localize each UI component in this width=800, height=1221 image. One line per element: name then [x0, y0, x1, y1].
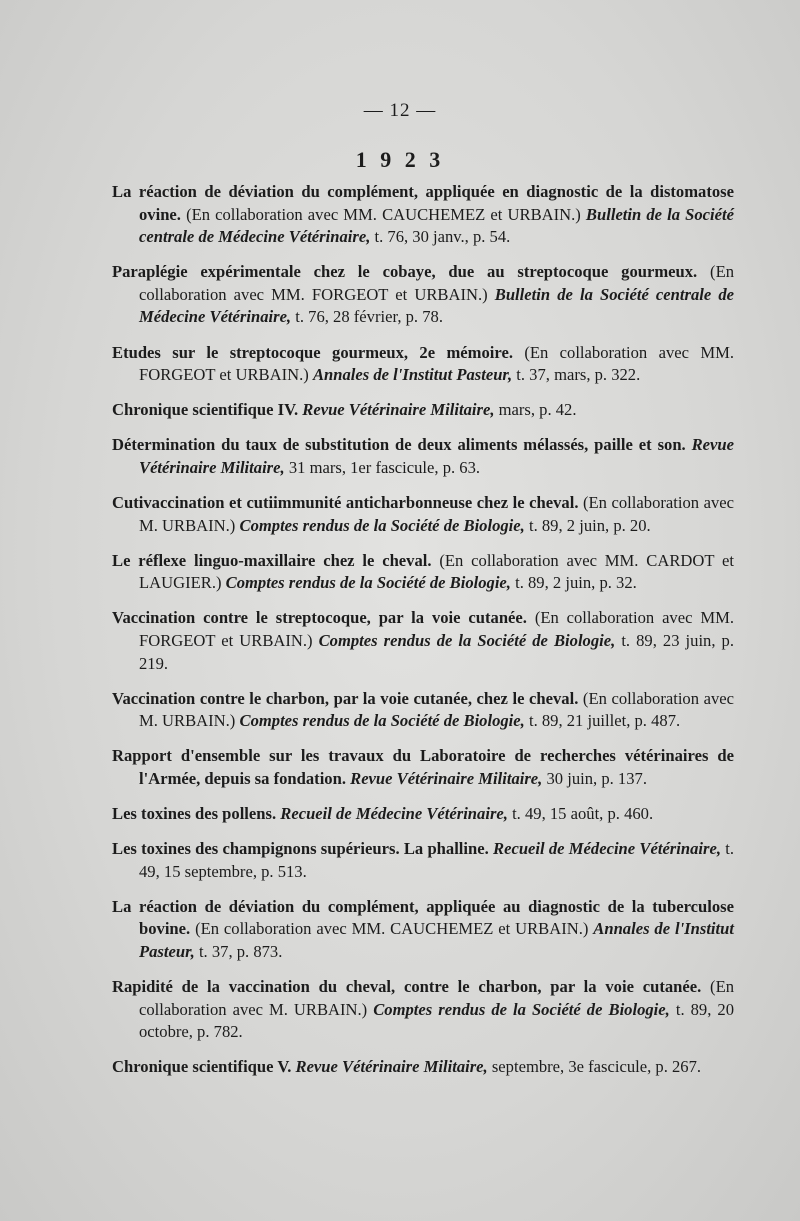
entry-title: Chronique scientifique V. — [112, 1057, 296, 1077]
entry-collaboration: (En collaboration avec MM. CAUCHEMEZ et URBAIN.) — [190, 919, 594, 939]
entry-details: t. 49, 15 août, p. 460. — [507, 804, 654, 824]
bibliography-entry — [112, 492, 734, 537]
entry-collaboration: (En collaboration avec MM. CARDOT et LAUGIER.) — [139, 550, 735, 593]
entry-source: Comptes rendus de la Société de Biologie, — [225, 573, 511, 593]
bibliography-entry — [112, 181, 734, 249]
entry-title: Les toxines des pollens. — [112, 804, 281, 824]
entry-source: Revue Vétérinaire Militaire, — [302, 400, 495, 420]
entry-collaboration: (En collaboration avec MM. FORGEOT et URBAIN.) — [139, 262, 734, 304]
entry-collaboration: (En collaboration avec MM. FORGEOT et URBAIN.) — [139, 342, 734, 385]
entry-details: septembre, 3e fascicule, p. 267. — [487, 1057, 702, 1077]
page-number: — 12 — — [363, 100, 437, 121]
bibliography-entry — [112, 1056, 734, 1079]
entry-title: Chronique scientifique IV. — [112, 400, 303, 420]
bibliography-entry — [112, 745, 734, 790]
bibliography-entry — [112, 688, 734, 733]
entry-collaboration: (En collaboration avec MM. CAUCHEMEZ et URBAIN.) — [180, 204, 586, 224]
bibliography-entry — [112, 976, 734, 1044]
entry-details: t. 89, 23 juin, p. 219. — [139, 631, 734, 673]
entry-source: Annales de l'Institut Pasteur, — [139, 919, 734, 962]
entry-title: Paraplégie expérimentale chez le cobaye, due au streptocoque gourmeux. — [112, 262, 698, 282]
entry-collaboration: (En collaboration avec M. URBAIN.) — [139, 493, 735, 535]
entry-title: Vaccination contre le streptocoque, par la voie cutanée. — [112, 608, 527, 628]
entry-source: Comptes rendus de la Société de Biologie, — [318, 631, 616, 650]
bibliography-entry — [112, 434, 734, 479]
bibliography-entry — [112, 838, 734, 883]
entry-collaboration: (En collaboration avec M. URBAIN.) — [139, 688, 735, 731]
bibliography-entry — [112, 550, 734, 595]
entry-details: t. 37, p. 873. — [194, 942, 283, 962]
entry-source: Bulletin de la Société centrale de Médecine Vétérinaire, — [139, 204, 734, 247]
entry-details: 30 juin, p. 137. — [542, 768, 647, 788]
bibliography-entry — [112, 261, 734, 329]
entry-details: t. 37, mars, p. 322. — [512, 365, 641, 385]
bibliography-entry — [112, 607, 734, 675]
entry-source: Comptes rendus de la Société de Biologie, — [239, 711, 525, 731]
entry-details: t. 89, 20 octobre, p. 782. — [139, 999, 734, 1042]
year-heading: 1 9 2 3 — [355, 147, 445, 172]
entry-title: Rapport d'ensemble sur les travaux du Laboratoire de recherches vétérinaires de l'Armée, depuis sa fondation. — [112, 746, 734, 788]
entry-title: Les toxines des champignons supérieurs. La phalline. — [112, 839, 494, 859]
entry-source: Revue Vétérinaire Militaire, — [139, 435, 734, 477]
entry-title: La réaction de déviation du complément, appliquée en diagnostic de la distomatose ovine. — [112, 182, 734, 224]
entry-title: La réaction de déviation du complément, appliquée au diagnostic de la tuberculose bovine. — [112, 896, 734, 939]
bibliography-entry — [112, 803, 734, 826]
entry-details: 31 mars, 1er fascicule, p. 63. — [284, 457, 481, 477]
entry-title: Détermination du taux de substitution de deux aliments mélassés, paille et son. — [112, 435, 692, 455]
entry-source: Recueil de Médecine Vétérinaire, — [493, 839, 721, 859]
entry-source: Comptes rendus de la Société de Biologie, — [373, 999, 670, 1019]
bibliography-list — [112, 181, 734, 1092]
entry-details: t. 76, 30 janv., p. 54. — [370, 227, 511, 247]
entry-details: t. 89, 21 juillet, p. 487. — [524, 711, 681, 731]
entry-collaboration: (En collaboration avec M. URBAIN.) — [139, 977, 735, 1019]
entry-details: t. 89, 2 juin, p. 32. — [510, 573, 637, 593]
entry-title: Vaccination contre le charbon, par la voie cutanée, chez le cheval. — [112, 688, 579, 708]
entry-title: Rapidité de la vaccination du cheval, contre le charbon, par la voie cutanée. — [112, 977, 702, 997]
entry-details: t. 89, 2 juin, p. 20. — [524, 515, 651, 535]
entry-source: Revue Vétérinaire Militaire, — [295, 1057, 488, 1077]
entry-source: Bulletin de la Société centrale de Médecine Vétérinaire, — [139, 284, 735, 327]
entry-title: Le réflexe linguo-maxillaire chez le cheval. — [112, 550, 432, 570]
entry-collaboration: (En collaboration avec MM. FORGEOT et URBAIN.) — [139, 608, 734, 650]
entry-source: Comptes rendus de la Société de Biologie, — [239, 515, 525, 535]
entry-details: t. 49, 15 septembre, p. 513. — [139, 839, 734, 881]
entry-details: t. 76, 28 février, p. 78. — [291, 307, 443, 327]
entry-source: Recueil de Médecine Vétérinaire, — [280, 804, 508, 824]
bibliography-entry — [112, 342, 734, 387]
entry-title: Etudes sur le streptocoque gourmeux, 2e mémoire. — [112, 342, 513, 362]
entry-details: mars, p. 42. — [494, 400, 577, 420]
entry-title: Cutivaccination et cutiimmunité anticharbonneuse chez le cheval. — [112, 493, 579, 513]
bibliography-entry — [112, 896, 734, 964]
entry-source: Annales de l'Institut Pasteur, — [312, 365, 513, 385]
entry-source: Revue Vétérinaire Militaire, — [350, 768, 543, 788]
bibliography-entry — [112, 399, 734, 422]
